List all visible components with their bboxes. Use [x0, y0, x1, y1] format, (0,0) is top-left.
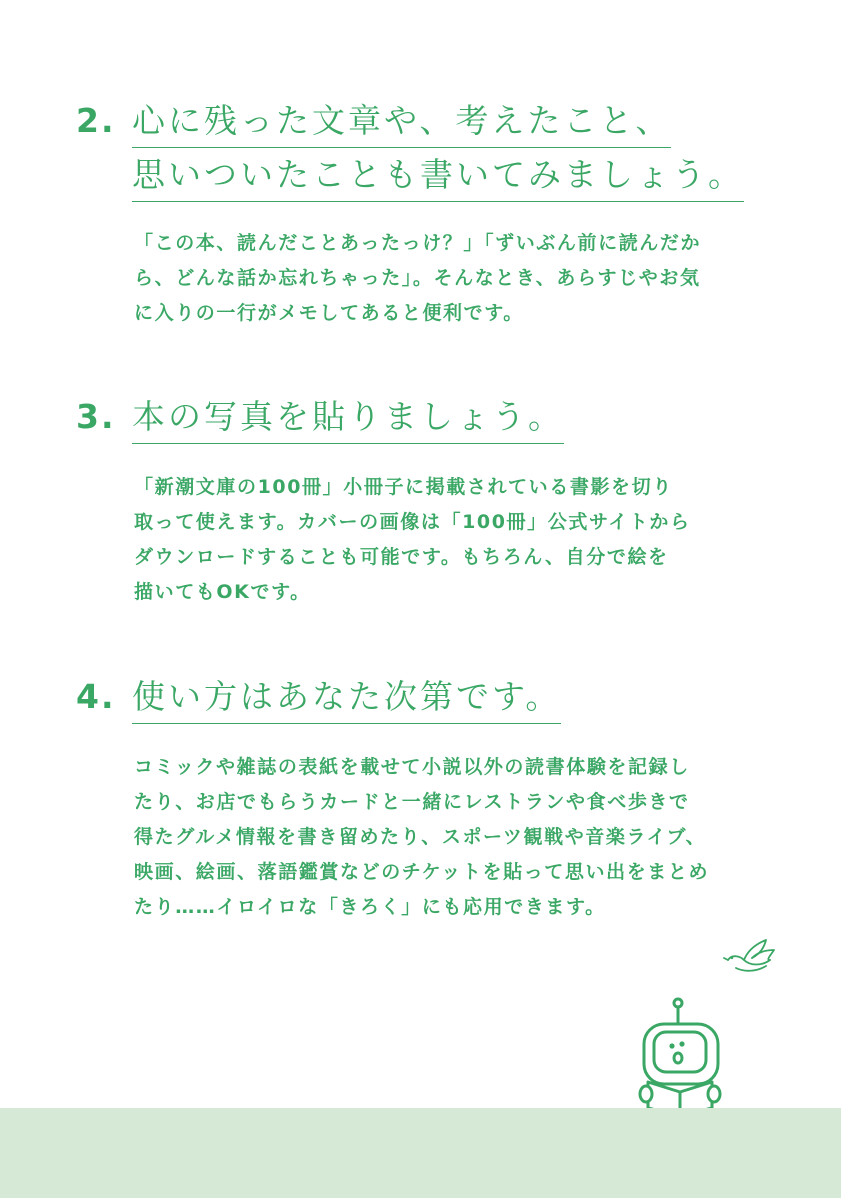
section-number: 2. — [76, 101, 116, 140]
section-heading-line-1: 本の写真を貼りましょう。 — [132, 400, 564, 444]
section-body — [134, 750, 764, 925]
section-body — [134, 470, 764, 610]
body-line: に入りの一行がメモしてあると便利です。 — [134, 302, 524, 324]
body-line: 「新潮文庫の100冊」小冊子に掲載されている書影を切り — [134, 476, 673, 498]
section-number: 3. — [76, 397, 116, 436]
body-line: 取って使えます。カバーの画像は「100冊」公式サイトから — [134, 511, 691, 533]
body-line: 映画、絵画、落語鑑賞などのチケットを貼って思い出をまとめ — [134, 861, 710, 883]
body-line: 得たグルメ情報を書き留めたり、スポーツ観戦や音楽ライブ、 — [134, 826, 707, 848]
section-heading-line-1: 使い方はあなた次第です。 — [132, 680, 561, 724]
bird-icon — [722, 936, 778, 976]
body-line: たり、お店でもらうカードと一緒にレストランや食べ歩きで — [134, 791, 690, 813]
section-body — [134, 226, 764, 331]
body-line: 描いてもOKです。 — [134, 581, 311, 603]
footer-band — [0, 1108, 841, 1198]
section-heading-line-2: 思いついたことも書いてみましょう。 — [132, 158, 744, 202]
body-line: 「この本、読んだことあったっけ？」「ずいぶん前に読んだか — [134, 232, 702, 254]
body-line: ダウンロードすることも可能です。もちろん、自分で絵を — [134, 546, 669, 568]
section-heading-line-1: 心に残った文章や、考えたこと、 — [132, 104, 671, 148]
section-number: 4. — [76, 677, 116, 716]
body-line: ら、どんな話か忘れちゃった」。そんなとき、あらすじやお気 — [134, 267, 701, 289]
body-line: たり……イロイロな「きろく」にも応用できます。 — [134, 896, 606, 918]
body-line: コミックや雑誌の表紙を載せて小説以外の読書体験を記録し — [134, 756, 690, 778]
